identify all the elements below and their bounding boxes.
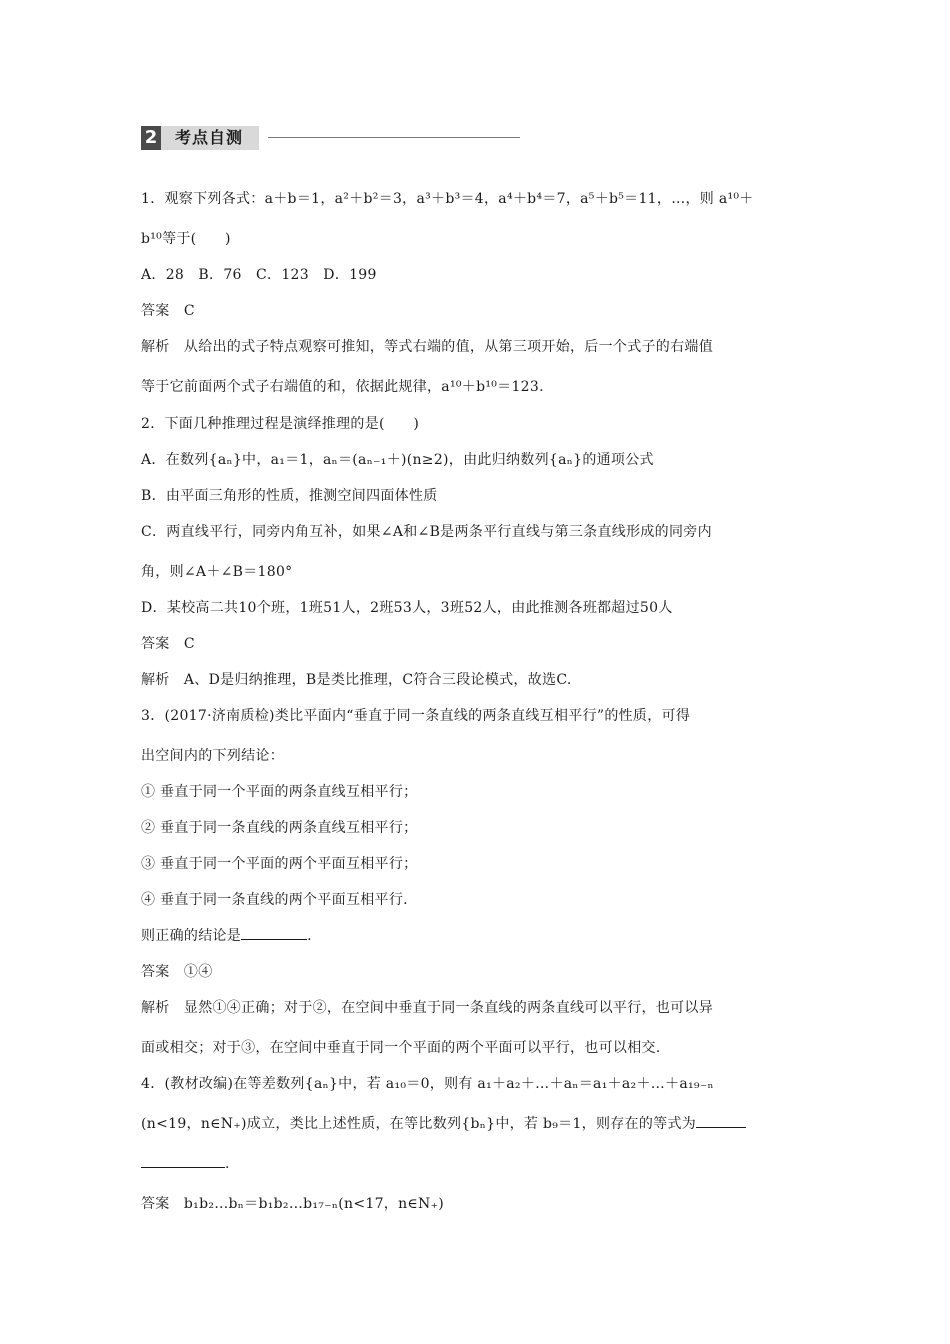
q4-answer-blank-1[interactable] <box>696 1113 746 1128</box>
q4-stem-2 <box>141 1113 746 1133</box>
q3-item-1: ① 垂直于同一个平面的两条直线互相平行； <box>141 784 418 800</box>
q1-line1: 1．观察下列各式：a＋b＝1，a²＋b²＝3，a³＋b³＝4，a⁴＋b⁴＝7，a⁵＋b⁵＝11，…，则 a¹⁰＋ <box>141 191 754 207</box>
q2-option-c-2: 角，则∠A＋∠B＝180° <box>141 564 293 580</box>
q4-stem-3-end: . <box>225 1156 230 1172</box>
q3-question <box>141 925 312 945</box>
q2-option-b: B．由平面三角形的性质，推测空间四面体性质 <box>141 488 438 504</box>
q1-analysis-2: 等于它前面两个式子右端值的和，依据此规律，a¹⁰＋b¹⁰＝123. <box>141 379 544 395</box>
q3-item-4: ④ 垂直于同一条直线的两个平面互相平行. <box>141 892 408 908</box>
q2-option-d: D．某校高二共10个班，1班51人，2班53人，3班52人，由此推测各班都超过50人 <box>141 600 673 616</box>
header-rule <box>268 137 520 138</box>
q3-analysis-2: 面或相交；对于③，在空间中垂直于同一个平面的两个平面可以平行，也可以相交. <box>141 1040 661 1056</box>
section-title: 考点自测 <box>161 126 259 150</box>
section-header <box>141 126 259 150</box>
q4-stem-3 <box>141 1153 230 1172</box>
q1-answer: 答案 C <box>141 303 195 319</box>
q2-option-a: A．在数列{aₙ}中，a₁＝1，aₙ＝(aₙ₋₁＋)(n≥2)，由此归纳数列{aₙ}的通项公式 <box>141 452 654 468</box>
q4-stem-2-text: (n<19，n∈N₊)成立，类比上述性质，在等比数列{bₙ}中，若 b₉＝1，则存在的等式为 <box>141 1116 697 1132</box>
section-number: 2 <box>141 126 161 150</box>
q2-analysis: 解析 A、D是归纳推理，B是类比推理，C符合三段论模式，故选C. <box>141 672 572 688</box>
q4-stem-1: 4．(教材改编)在等差数列{aₙ}中，若 a₁₀＝0，则有 a₁＋a₂＋…＋aₙ＝a₁＋a₂＋…＋a₁₉₋ₙ <box>141 1076 714 1092</box>
q3-item-3: ③ 垂直于同一个平面的两个平面互相平行； <box>141 856 418 872</box>
q1-options: A．28 B．76 C．123 D．199 <box>141 267 377 283</box>
q2-stem: 2．下面几种推理过程是演绎推理的是( ) <box>141 416 420 432</box>
q2-answer: 答案 C <box>141 636 195 652</box>
q3-question-end: . <box>307 928 312 944</box>
q3-answer: 答案 ①④ <box>141 964 213 980</box>
q3-stem-2: 出空间内的下列结论： <box>141 748 284 764</box>
q1-analysis-1: 解析 从给出的式子特点观察可推知，等式右端的值，从第三项开始，后一个式子的右端值 <box>141 339 713 355</box>
q3-analysis-1: 解析 显然①④正确；对于②，在空间中垂直于同一条直线的两条直线可以平行，也可以异 <box>141 1000 713 1016</box>
q1-line2: b¹⁰等于( ) <box>141 231 231 247</box>
q2-option-c-1: C．两直线平行，同旁内角互补，如果∠A和∠B是两条平行直线与第三条直线形成的同旁内 <box>141 524 712 540</box>
q3-item-2: ② 垂直于同一条直线的两条直线互相平行； <box>141 820 418 836</box>
q4-answer: 答案 b₁b₂…bₙ＝b₁b₂…b₁₇₋ₙ(n<17，n∈N₊) <box>141 1196 445 1212</box>
q4-answer-blank-2[interactable] <box>141 1153 225 1168</box>
q3-stem-1: 3．(2017·济南质检)类比平面内“垂直于同一条直线的两条直线互相平行”的性质，可得 <box>141 708 691 724</box>
q3-answer-blank[interactable] <box>241 925 307 940</box>
q3-question-text: 则正确的结论是 <box>141 928 242 944</box>
